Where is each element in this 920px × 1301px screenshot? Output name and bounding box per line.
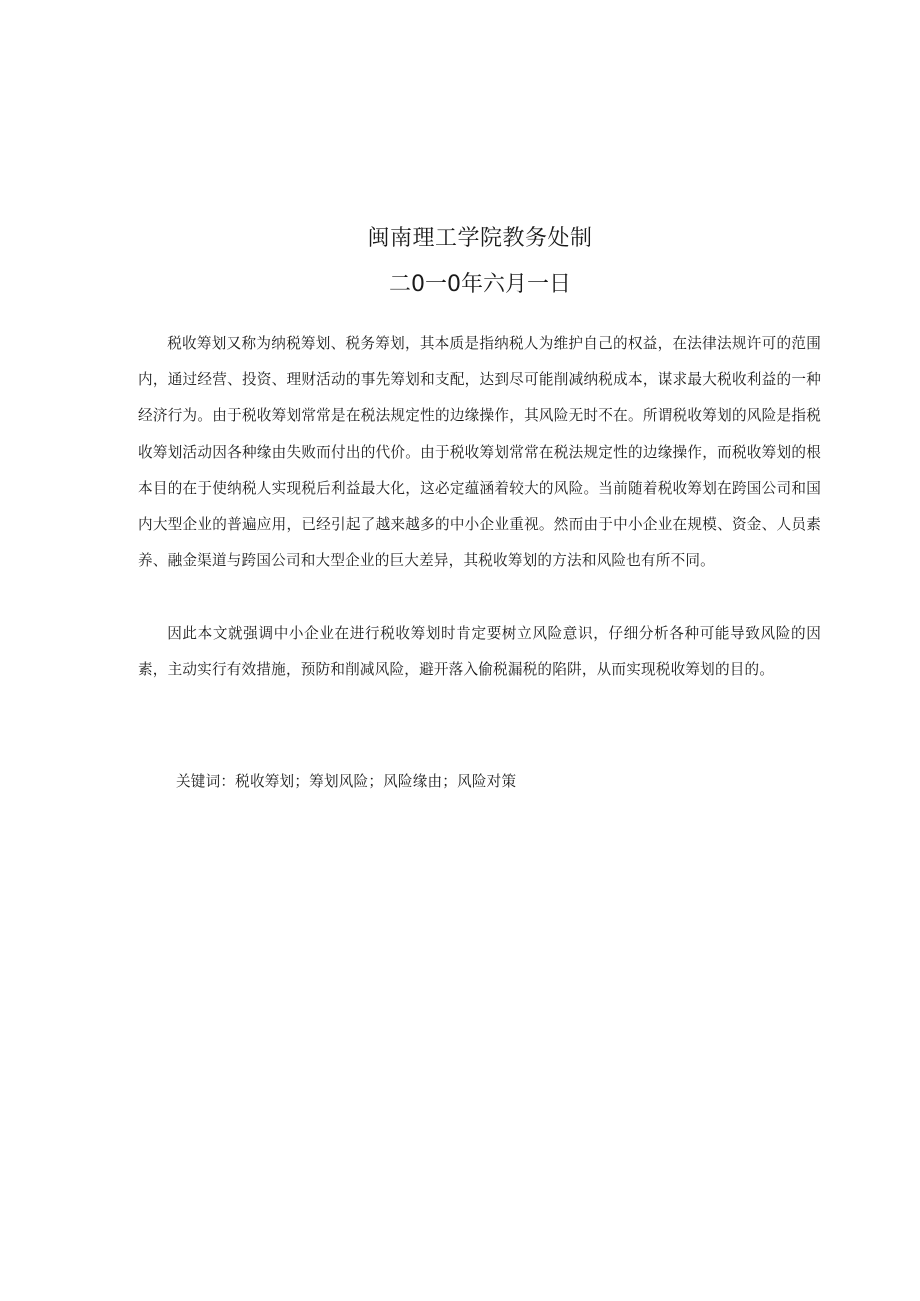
keywords-line: 关键词：税收筹划；筹划风险；风险缘由；风险对策 <box>176 773 517 790</box>
abstract-paragraph-1: 税收筹划又称为纳税筹划、税务筹划，其本质是指纳税人为维护自己的权益，在法律法规许可的范围内，通过经营、投资、理财活动的事先筹划和支配，达到尽可能削减纳税成本，谋求最大税收利益的一种经济行为。由于税收筹划常常是在税法规定性的边缘操作，其风险无时不在。所谓税收筹划的风险是指税收筹划活动因各种缘由失败而付出的代价。由于税收筹划常常在税法规定性的边缘操作，而税收筹划的根本目的在于使纳税人实现税后利益最大化，这必定蕴涵着较大的风险。当前随着税收筹划在跨国公司和国内大型企业的普遍应用，已经引起了越来越多的中小企业重视。然而由于中小企业在规模、资金、人员素养、融金渠道与跨国公司和大型企业的巨大差异，其税收筹划的方法和风险也有所不同。 <box>138 335 821 570</box>
abstract-paragraph-2: 因此本文就强调中小企业在进行税收筹划时肯定要树立风险意识，仔细分析各种可能导致风险的因素，主动实行有效措施，预防和削减风险，避开落入偷税漏税的陷阱，从而实现税收筹划的目的。 <box>138 625 821 679</box>
date-line: 二0一0年六月一日 <box>389 272 571 297</box>
organization-line: 闽南理工学院教务处制 <box>367 226 593 251</box>
